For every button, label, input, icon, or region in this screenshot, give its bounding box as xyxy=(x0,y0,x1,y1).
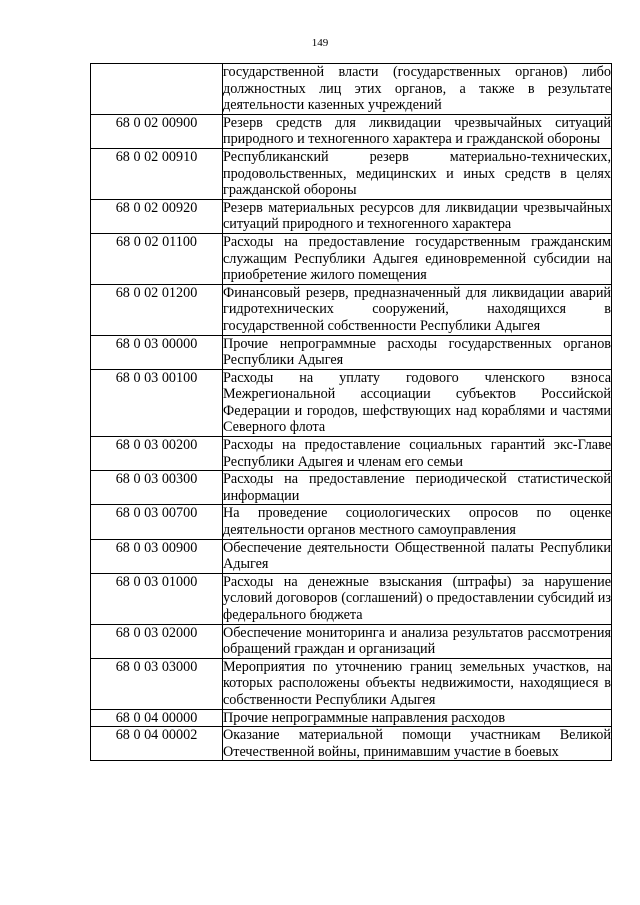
row-code: 68 0 03 00100 xyxy=(91,369,223,436)
row-description: Оказание материальной помощи участникам Великой Отечественной войны, принимавшим участие в боевых xyxy=(223,727,611,760)
row-code: 68 0 03 00000 xyxy=(91,335,223,369)
table-row xyxy=(91,573,612,624)
table-row xyxy=(91,64,612,115)
row-code: 68 0 02 00910 xyxy=(91,148,223,199)
row-code: 68 0 03 00900 xyxy=(91,539,223,573)
row-description: государственной власти (государственных органов) либо должностных лиц этих органов, а также в результате деятельности казенных учреждений xyxy=(223,64,611,114)
row-code: 68 0 02 00900 xyxy=(91,114,223,148)
row-code: 68 0 02 01100 xyxy=(91,233,223,284)
row-description: Финансовый резерв, предназначенный для ликвидации аварий гидротехнических сооружений, находящихся в государственной собственности Республики Адыгея xyxy=(223,284,611,334)
row-description: Обеспечение мониторинга и анализа результатов рассмотрения обращений граждан и организаций xyxy=(223,624,611,658)
table-row xyxy=(91,335,612,369)
budget-code-table xyxy=(90,63,612,761)
table-row xyxy=(91,727,612,761)
page-number: 149 xyxy=(311,37,329,49)
row-description: Расходы на денежные взыскания (штрафы) за нарушение условий договоров (соглашений) о предоставлении субсидий из федерального бюджета xyxy=(223,573,611,623)
table-row xyxy=(91,658,612,709)
table-row xyxy=(91,437,612,471)
row-code: 68 0 03 03000 xyxy=(91,658,223,709)
table-row xyxy=(91,284,612,335)
row-code: 68 0 04 00002 xyxy=(91,727,223,761)
row-description: Расходы на предоставление периодической статистической информации xyxy=(223,471,611,504)
row-code: 68 0 03 01000 xyxy=(91,573,223,624)
row-code: 68 0 03 00200 xyxy=(91,437,223,471)
row-description: Прочие непрограммные расходы государственных органов Республики Адыгея xyxy=(223,335,611,369)
row-description: Расходы на предоставление социальных гарантий экс-Главе Республики Адыгея и членам его семьи xyxy=(223,437,611,470)
row-description: Республиканский резерв материально-технических, продовольственных, медицинских и иных средств в целях гражданской обороны xyxy=(223,148,611,199)
row-description: Прочие непрограммные направления расходов xyxy=(223,709,612,727)
row-code: 68 0 02 00920 xyxy=(91,199,223,233)
row-code: 68 0 04 00000 xyxy=(91,709,223,727)
table-row xyxy=(91,233,612,284)
table-row xyxy=(91,539,612,573)
table-row xyxy=(91,471,612,505)
table-row xyxy=(91,114,612,148)
table-row xyxy=(91,369,612,436)
row-description: Резерв материальных ресурсов для ликвидации чрезвычайных ситуаций природного и техногенного характера xyxy=(223,199,611,233)
row-description: Расходы на предоставление государственным гражданским служащим Республики Адыгея единовременной субсидии на приобретение жилого помещения xyxy=(223,233,611,284)
row-code: 68 0 03 02000 xyxy=(91,624,223,658)
row-description: Расходы на уплату годового членского взноса Межрегиональной ассоциации субъектов Российской Федерации и городов, шефствующих над кораблями и частями Северного флота xyxy=(223,369,611,436)
row-description: На проведение социологических опросов по оценке деятельности органов местного самоуправления xyxy=(223,505,611,539)
table-row xyxy=(91,199,612,233)
table-row xyxy=(91,505,612,539)
row-code: 68 0 02 01200 xyxy=(91,284,223,335)
row-code xyxy=(91,64,223,115)
table-row xyxy=(91,148,612,199)
row-code: 68 0 03 00300 xyxy=(91,471,223,505)
table-row xyxy=(91,624,612,658)
row-description: Резерв средств для ликвидации чрезвычайных ситуаций природного и техногенного характера и гражданской обороны xyxy=(223,114,611,148)
row-code: 68 0 03 00700 xyxy=(91,505,223,539)
row-description: Мероприятия по уточнению границ земельных участков, на которых расположены объекты недвижимости, находящиеся в собственности Республики Адыгея xyxy=(223,658,611,708)
row-description: Обеспечение деятельности Общественной палаты Республики Адыгея xyxy=(223,539,611,573)
table-row xyxy=(91,709,612,727)
